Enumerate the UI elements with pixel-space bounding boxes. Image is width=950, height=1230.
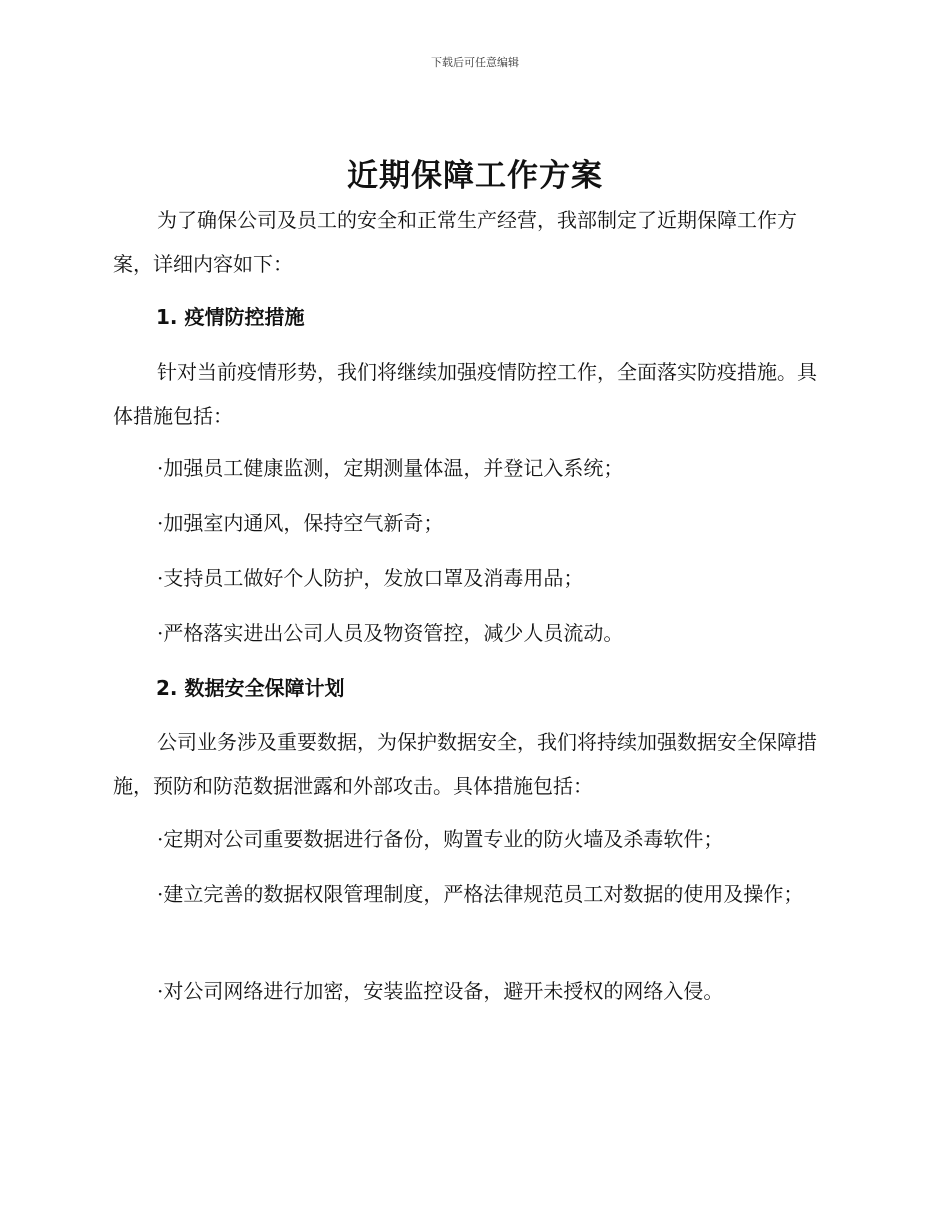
bullet-marker: ·	[157, 621, 164, 645]
bullet-item	[113, 969, 835, 1013]
bullet-text: 对公司网络进行加密，安装监控设备，避开未授权的网络入侵。	[163, 979, 724, 1003]
section-heading-epidemic: 1. 疫情防控措施	[156, 305, 305, 329]
bullet-text: 建立完善的数据权限管理制度，严格法律规范员工对数据的使用及操作；	[163, 882, 804, 906]
bullet-marker: ·	[157, 566, 164, 590]
bullet-marker: ·	[157, 827, 164, 851]
bullet-text: 加强员工健康监测，定期测量体温，并登记入系统；	[163, 456, 624, 480]
bullet-text: 支持员工做好个人防护，发放口罩及消毒用品；	[163, 566, 584, 590]
bullet-marker: ·	[157, 882, 164, 906]
bullet-item	[113, 446, 835, 490]
bullet-text: 定期对公司重要数据进行备份，购置专业的防火墙及杀毒软件；	[163, 827, 724, 851]
bullet-text: 严格落实进出公司人员及物资管控，减少人员流动。	[163, 621, 624, 645]
bullet-item	[113, 872, 835, 916]
bullet-marker: ·	[157, 979, 164, 1003]
intro-paragraph: 为了确保公司及员工的安全和正常生产经营，我部制定了近期保障工作方案，详细内容如下：	[113, 208, 797, 276]
header-note: 下载后可任意编辑	[431, 56, 519, 69]
section-paragraph-epidemic: 针对当前疫情形势，我们将继续加强疫情防控工作，全面落实防疫措施。具体措施包括：	[113, 360, 817, 428]
bullet-item	[113, 611, 835, 655]
bullet-item	[113, 501, 835, 545]
bullet-text: 加强室内通风，保持空气新奇；	[163, 511, 444, 535]
bullet-item	[113, 556, 835, 600]
bullet-marker: ·	[157, 456, 164, 480]
document-title: 近期保障工作方案	[347, 158, 603, 194]
bullet-item	[113, 817, 835, 861]
section-heading-data-security: 2. 数据安全保障计划	[156, 676, 345, 700]
bullet-marker: ·	[157, 511, 164, 535]
section-paragraph-data-security: 公司业务涉及重要数据，为保护数据安全，我们将持续加强数据安全保障措施，预防和防范数据泄露和外部攻击。具体措施包括：	[113, 730, 817, 798]
